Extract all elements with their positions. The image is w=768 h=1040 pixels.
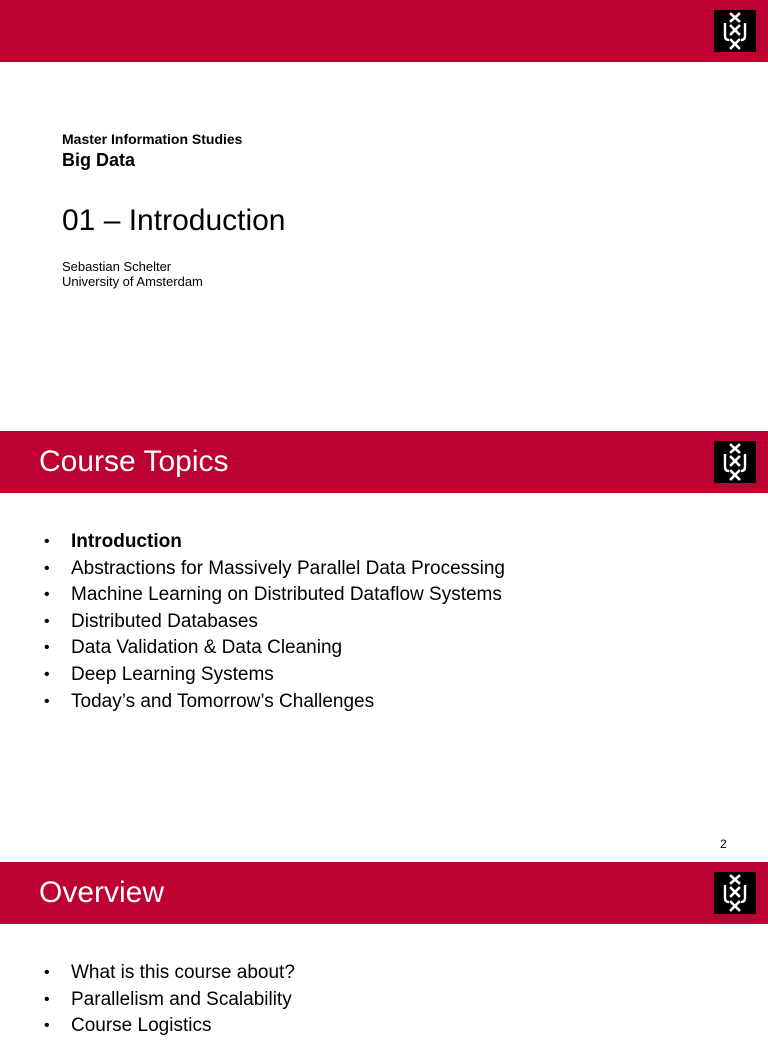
page-number: 2	[720, 837, 727, 851]
bullet-icon: •	[44, 533, 50, 550]
uva-logo-icon	[714, 441, 756, 483]
header-bar	[0, 431, 768, 493]
slide-title: Course Topics	[39, 445, 229, 478]
lecture-title: 01 – Introduction	[62, 204, 286, 237]
list-item: • Introduction	[44, 529, 505, 556]
topic-list	[44, 529, 505, 715]
bullet-icon: •	[44, 586, 50, 604]
uva-logo-icon	[714, 872, 756, 914]
bullet-icon: •	[44, 639, 50, 657]
bullet-icon: •	[44, 990, 50, 1008]
bullet-icon: •	[44, 665, 50, 683]
program-name: Master Information Studies	[62, 131, 243, 147]
list-item: • Parallelism and Scalability	[44, 987, 295, 1014]
uva-logo-icon	[714, 10, 756, 52]
header-bar	[0, 862, 768, 924]
bullet-icon: •	[44, 612, 50, 630]
list-item: • Data Validation & Data Cleaning	[44, 635, 505, 662]
list-item: • Today’s and Tomorrow’s Challenges	[44, 689, 505, 716]
author-affiliation: University of Amsterdam	[62, 274, 203, 289]
overview-list	[44, 960, 295, 1040]
list-item: • What is this course about?	[44, 960, 295, 987]
title-slide	[0, 0, 768, 430]
bullet-icon: •	[44, 1017, 50, 1035]
header-bar	[0, 0, 768, 62]
list-item: • Distributed Databases	[44, 609, 505, 636]
list-item: • Machine Learning on Distributed Dataflow Systems	[44, 582, 505, 609]
overview-slide	[0, 862, 768, 1037]
bullet-icon: •	[44, 964, 50, 981]
author-name: Sebastian Schelter	[62, 259, 172, 274]
bullet-icon: •	[44, 692, 50, 710]
list-item: • Deep Learning Systems	[44, 662, 505, 689]
slide-title: Overview	[39, 876, 165, 909]
list-item: • Course Logistics	[44, 1013, 295, 1040]
bullet-icon: •	[44, 559, 50, 577]
list-item: • Abstractions for Massively Parallel Data Processing	[44, 556, 505, 583]
course-name: Big Data	[62, 150, 136, 170]
course-topics-slide	[0, 431, 768, 861]
